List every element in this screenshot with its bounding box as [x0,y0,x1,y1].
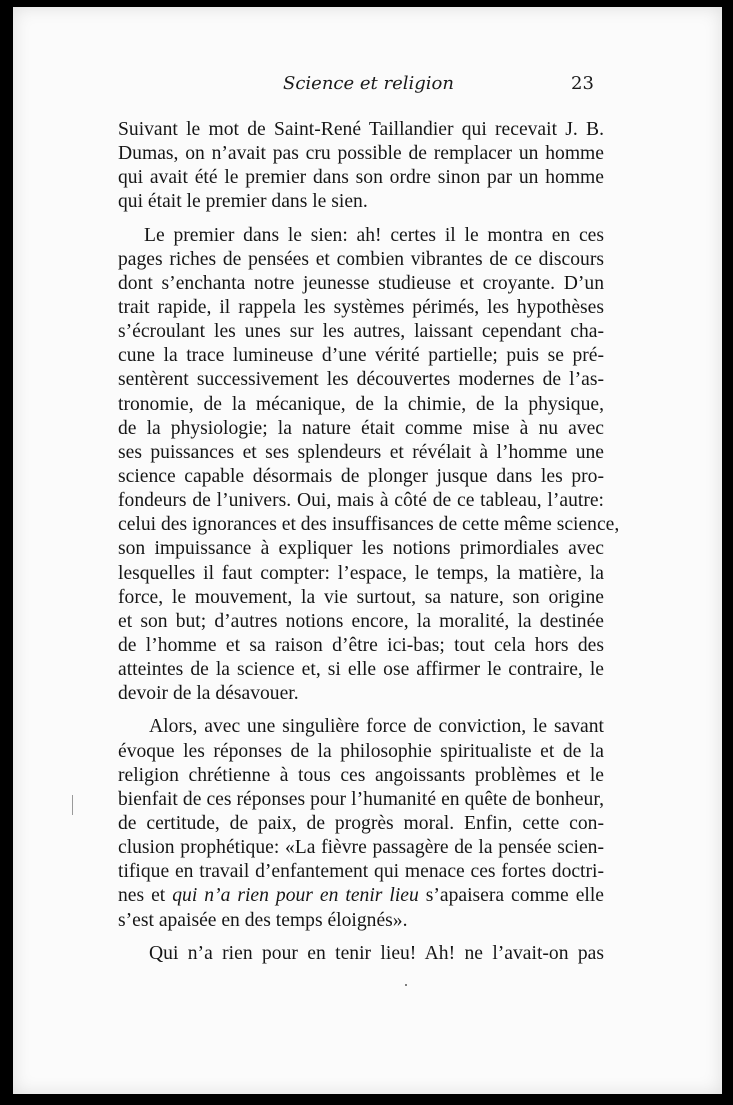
text-line: Dumas, on n’avait pas cru possible de remplacer un homme [118,143,604,165]
paper-speck [405,984,407,986]
text-line: tifique en travail d’enfantement qui menace ces fortes doctri- [118,861,604,883]
text-line: de certitude, de paix, de progrès moral. Enfin, cette con- [118,812,604,834]
running-head [13,73,722,95]
text-line: son impuissance à expliquer les notions primordiales avec [118,538,604,560]
text-line: s’écroulant les unes sur les autres, laissant cependant cha- [118,321,604,343]
text-line: bienfait de ces réponses pour l’humanité en quête de bonheur, [118,788,604,810]
text-line: de la physiologie; la nature était comme mise à nu avec [118,417,604,439]
text-line: tronomie, de la mécanique, de la chimie, de la physique, [118,393,604,415]
text-line: et son but; d’autres notions encore, la moralité, la destinée [118,610,604,632]
book-page [13,7,722,1094]
text-line: fondeurs de l’univers. Oui, mais à côté de ce tableau, l’autre: [118,490,604,512]
text-line: s’est apaisée en des temps éloignés». [118,909,408,931]
paragraph [118,118,604,215]
margin-pencil-mark [72,795,73,815]
text-line: devoir de la désavouer. [118,683,299,705]
text-line: sentèrent successivement les découvertes modernes de l’as- [118,369,604,391]
text-line: Suivant le mot de Saint-René Taillandier qui recevait J. B. [118,119,604,140]
text-line: évoque les réponses de la philosophie spiritualiste et de la [118,740,604,762]
paragraph [118,224,620,707]
text-line: Alors, avec une singulière force de conviction, le savant [149,716,604,738]
text-line: qui était le premier dans le sien. [118,191,368,213]
text-line: Le premier dans le sien: ah! certes il le montra en ces [144,224,604,246]
text-line: lesquelles il faut compter: l’espace, le temps, la matière, la [118,562,604,584]
text-line: pages riches de pensées et combien vibrantes de ce discours [118,248,604,270]
text-line: cune la trace lumineuse d’une vérité partielle; puis se pré- [118,345,604,367]
page-number: 23 [571,73,594,94]
emphasis-after: s’apaisera comme elle [418,885,604,907]
text-line: force, le mouvement, la vie surtout, sa nature, son origine [118,586,604,608]
text-line: religion chrétienne à tous ces angoissants problèmes et le [118,764,604,786]
italic-quote: qui n’a rien pour en tenir lieu [172,885,419,907]
text-line-with-emphasis [118,884,604,908]
text-line: atteintes de la science et, si elle ose affirmer le contraire, le [118,659,604,681]
text-line: ses puissances et ses splendeurs et révélait à l’homme une [118,441,604,463]
running-title: Science et religion [283,73,454,94]
paragraph [118,942,604,966]
paragraph [118,715,604,932]
body-text [118,118,620,966]
emphasis-before: nes et [118,885,173,907]
text-line: qui avait été le premier dans son ordre sinon par un homme [118,167,604,189]
text-line: celui des ignorances et des insuffisances de cette même science, [118,514,620,536]
text-line: Qui n’a rien pour en tenir lieu! Ah! ne l’avait-on pas [149,942,604,964]
text-line: de l’homme et sa raison d’être ici-bas; tout cela hors des [118,634,604,656]
text-line: dont s’enchanta notre jeunesse studieuse et croyante. D’un [118,272,604,294]
text-line: clusion prophétique: «La fièvre passagère de la pensée scien- [118,837,604,859]
text-line: science capable désormais de plonger jusque dans les pro- [118,465,604,487]
text-line: trait rapide, il rappela les systèmes périmés, les hypothèses [118,296,604,318]
